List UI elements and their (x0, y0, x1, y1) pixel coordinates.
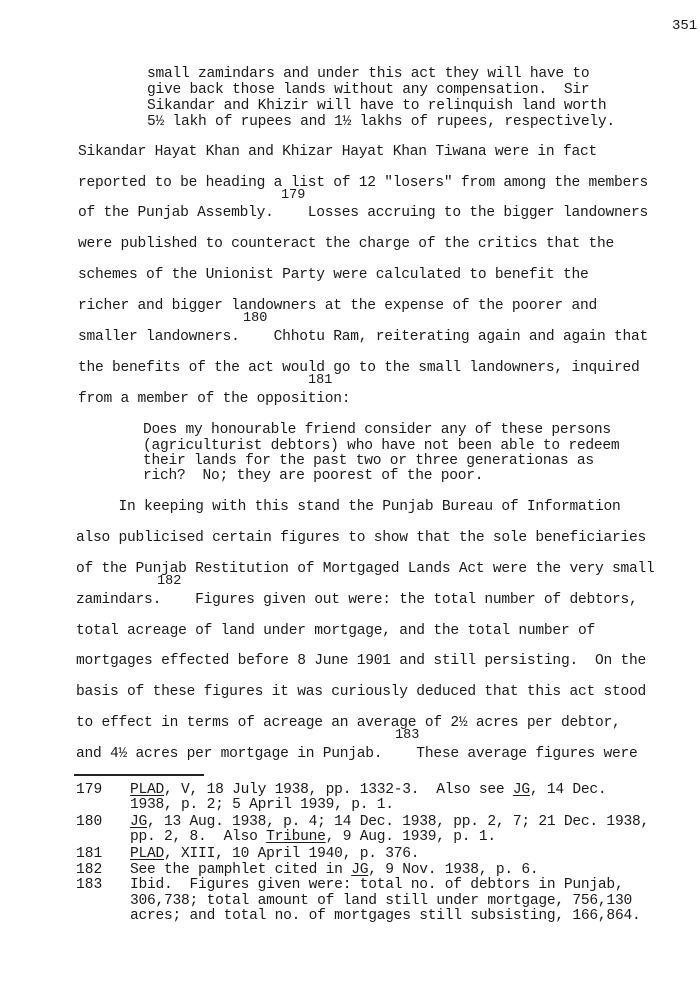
quote-line: small zamindars and under this act they will have to (147, 66, 590, 82)
quote-line: (agriculturist debtors) who have not been able to redeem (143, 438, 620, 454)
footnote-line: PLAD, V, 18 July 1938, pp. 1332-3. Also see JG, 14 Dec. (130, 782, 607, 798)
body-line: basis of these figures it was curiously deduced that this act stood (76, 684, 647, 700)
footnote-line: Ibid. Figures given were: total no. of debtors in Punjab, (130, 877, 624, 893)
quote-line: their lands for the past two or three generationas as (143, 453, 594, 469)
body-line: the benefits of the act would go to the small landowners, inquired (78, 360, 640, 376)
footnote-line: 1938, p. 2; 5 April 1939, p. 1. (130, 797, 394, 813)
quote-line: give back those lands without any compensation. Sir (147, 82, 590, 98)
footnote-number: 182 (76, 862, 103, 878)
footnote-divider (74, 774, 204, 776)
body-line: Sikandar Hayat Khan and Khizar Hayat Khan Tiwana were in fact (78, 144, 597, 160)
footnote-number: 183 (76, 877, 103, 893)
footnote-line: acres; and total no. of mortgages still subsisting, 166,864. (130, 908, 641, 924)
body-line: reported to be heading a list of 12 "losers" from among the members (78, 175, 649, 191)
body-line: In keeping with this stand the Punjab Bureau of Information (76, 499, 621, 515)
body-line: of the Punjab Assembly. Losses accruing to the bigger landowners (78, 205, 649, 221)
citation-abbrev: JG (351, 862, 369, 878)
body-line: were published to counteract the charge of the critics that the (78, 236, 614, 252)
footnote-line: JG, 13 Aug. 1938, p. 4; 14 Dec. 1938, pp. 2, 7; 21 Dec. 1938, (130, 814, 649, 830)
quote-line: Does my honourable friend consider any of these persons (143, 422, 611, 438)
body-line: schemes of the Unionist Party were calculated to benefit the (78, 267, 589, 283)
body-line: and 4½ acres per mortgage in Punjab. These average figures were (76, 746, 638, 762)
footnote-ref-180: 180 (243, 311, 268, 326)
citation-abbrev: PLAD (130, 846, 165, 862)
body-line: mortgages effected before 8 June 1901 and still persisting. On the (76, 653, 647, 669)
footnote-number: 179 (76, 782, 103, 798)
footnote-ref-181: 181 (308, 373, 333, 388)
body-line: total acreage of land under mortgage, and the total number of (76, 623, 595, 639)
footnote-line: PLAD, XIII, 10 April 1940, p. 376. (130, 846, 420, 862)
quote-line: rich? No; they are poorest of the poor. (143, 468, 484, 484)
quote-line: Sikandar and Khizir will have to relinquish land worth (147, 98, 607, 114)
footnote-line: 306,738; total amount of land still under mortgage, 756,130 (130, 893, 632, 909)
footnote-line: pp. 2, 8. Also Tribune, 9 Aug. 1939, p. 1. (130, 829, 496, 845)
body-line: to effect in terms of acreage an average of 2½ acres per debtor, (76, 715, 621, 731)
footnote-line: See the pamphlet cited in JG, 9 Nov. 1938, p. 6. (130, 862, 539, 878)
body-line: richer and bigger landowners at the expense of the poorer and (78, 298, 597, 314)
citation-title: Tribune (266, 829, 326, 845)
footnote-ref-179: 179 (281, 188, 306, 203)
body-line: zamindars. Figures given out were: the total number of debtors, (76, 592, 638, 608)
citation-abbrev: JG (130, 814, 148, 830)
body-line: also publicised certain figures to show that the sole beneficiaries (76, 530, 647, 546)
body-line: smaller landowners. Chhotu Ram, reiterating again and again that (78, 329, 649, 345)
page-number: 351 (672, 18, 698, 34)
body-line: from a member of the opposition: (78, 391, 351, 407)
footnote-number: 180 (76, 814, 103, 830)
body-line: of the Punjab Restitution of Mortgaged Lands Act were the very small (76, 561, 655, 577)
footnote-ref-183: 183 (395, 728, 420, 743)
footnote-number: 181 (76, 846, 103, 862)
footnote-ref-182: 182 (157, 574, 182, 589)
quote-line: 5½ lakh of rupees and 1½ lakhs of rupees, respectively. (147, 114, 615, 130)
citation-abbrev: PLAD (130, 782, 165, 798)
citation-abbrev: JG (512, 782, 530, 798)
